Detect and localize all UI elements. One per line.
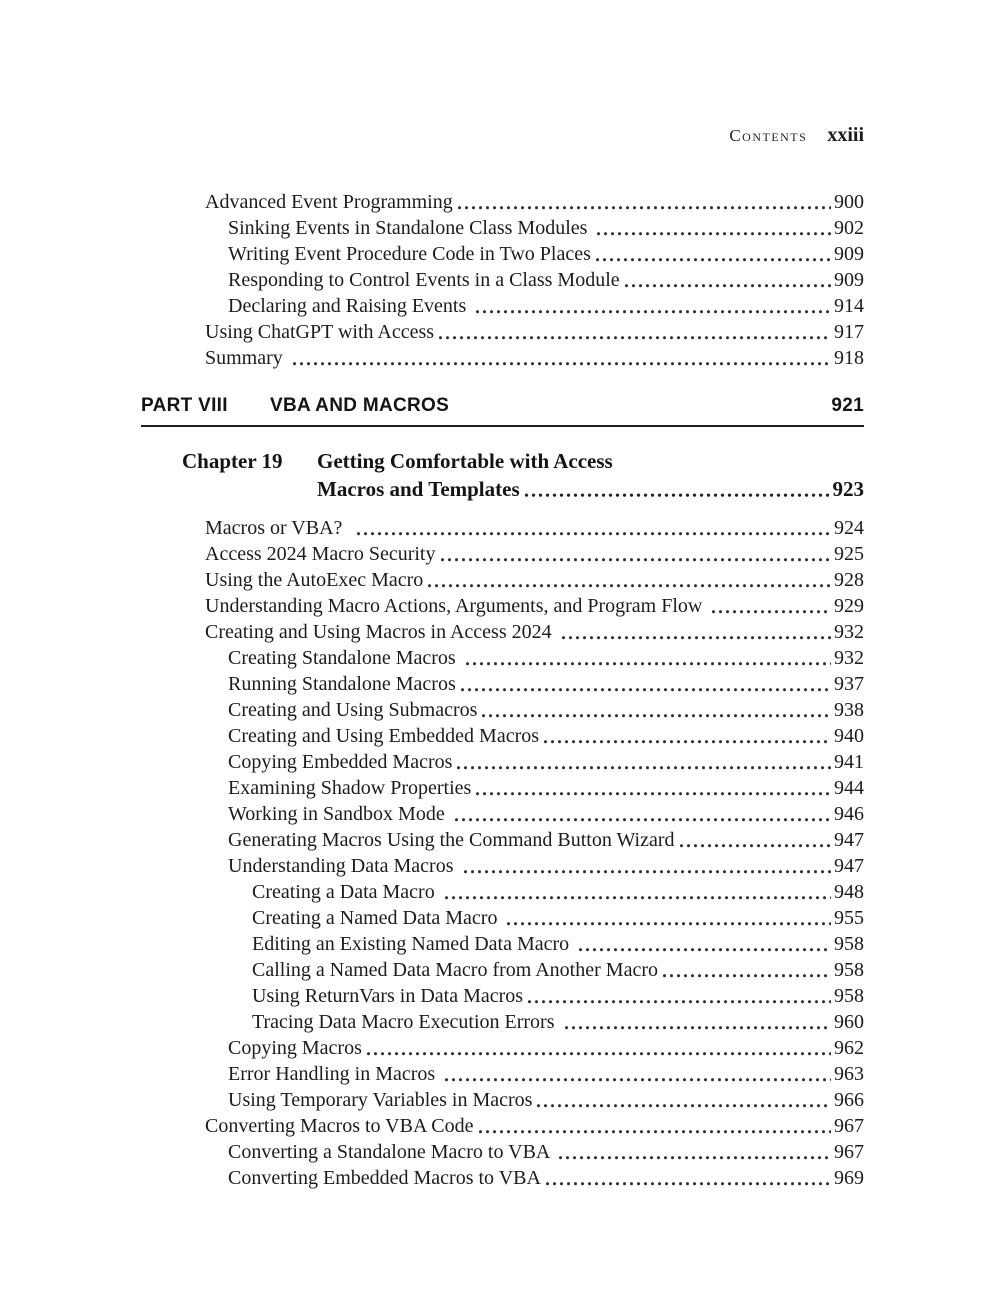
toc-entry (141, 775, 864, 801)
toc-entry-page: 966 (834, 1089, 864, 1111)
toc-entry (141, 1113, 864, 1139)
toc-entry-title: Creating and Using Macros in Access 2024 (205, 621, 557, 643)
dot-leader (544, 1165, 831, 1191)
dot-leader (355, 515, 831, 541)
toc-entry-title: Understanding Data Macros (228, 855, 459, 877)
toc-entry (141, 1139, 864, 1165)
toc-entry-title: Examining Shadow Properties (228, 777, 472, 799)
toc-entry-page: 969 (834, 1167, 864, 1189)
toc-entry-title: Editing an Existing Named Data Macro (252, 933, 575, 955)
part-label: PART VIII (141, 395, 228, 416)
toc-entry-page: 900 (834, 191, 864, 213)
toc-entry-title: Generating Macros Using the Command Button Wizard (228, 829, 675, 851)
chapter-title-block (317, 447, 864, 503)
dot-leader (661, 957, 831, 983)
toc-entry-page: 967 (834, 1141, 864, 1163)
toc-entry-title: Creating and Using Embedded Macros (228, 725, 540, 747)
toc-entry-title: Tracing Data Macro Execution Errors (252, 1011, 560, 1033)
dot-leader (443, 1061, 831, 1087)
toc-entry (141, 853, 864, 879)
dot-leader (563, 1009, 832, 1035)
toc-entry-page: 963 (834, 1063, 864, 1085)
dot-leader (542, 723, 831, 749)
toc-entry-page: 940 (834, 725, 864, 747)
dot-leader (456, 189, 831, 215)
toc-entry-title: Converting a Standalone Macro to VBA (228, 1141, 555, 1163)
toc-entry (141, 983, 864, 1009)
dot-leader (595, 215, 831, 241)
toc-entry-page: 938 (834, 699, 864, 721)
toc-entry (141, 1035, 864, 1061)
toc-entry (141, 593, 864, 619)
toc-entry-title: Creating Standalone Macros (228, 647, 461, 669)
dot-leader (474, 775, 831, 801)
toc-entry (141, 905, 864, 931)
toc-entry (141, 1009, 864, 1035)
toc-entry (141, 215, 864, 241)
toc-entry-page: 941 (834, 751, 864, 773)
dot-leader (426, 567, 831, 593)
toc-entry-title: Using the AutoExec Macro (205, 569, 424, 591)
toc-entry (141, 1087, 864, 1113)
dot-leader (455, 749, 831, 775)
toc-entry-title: Summary (205, 347, 288, 369)
toc-entry (141, 567, 864, 593)
part-heading (141, 392, 864, 427)
toc-entry-title: Creating a Data Macro (252, 881, 440, 903)
toc-entry-page: 967 (834, 1115, 864, 1137)
toc-entry (141, 1061, 864, 1087)
toc-entry-title: Using ChatGPT with Access (205, 321, 435, 343)
toc-entry (141, 697, 864, 723)
toc-entry (141, 619, 864, 645)
toc-entry-page: 958 (834, 985, 864, 1007)
toc-entry (141, 879, 864, 905)
part-title: VBA AND MACROS (270, 395, 450, 416)
dot-leader (477, 1113, 831, 1139)
toc-entry (141, 827, 864, 853)
dot-leader (437, 319, 831, 345)
dot-leader (443, 879, 831, 905)
toc-entry-page: 944 (834, 777, 864, 799)
dot-leader (439, 541, 832, 567)
dot-leader (505, 905, 831, 931)
toc-entry-page: 962 (834, 1037, 864, 1059)
toc-entry-title: Using ReturnVars in Data Macros (252, 985, 524, 1007)
toc-entry (141, 645, 864, 671)
toc-entry-title: Macros or VBA? (205, 517, 353, 539)
toc-entry-title: Using Temporary Variables in Macros (228, 1089, 533, 1111)
toc-entry (141, 671, 864, 697)
dot-leader (560, 619, 831, 645)
dot-leader (291, 345, 831, 371)
running-header-title: Contents (729, 126, 808, 145)
dot-leader (462, 853, 832, 879)
toc-entry (141, 241, 864, 267)
chapter-page-number: 923 (832, 477, 864, 501)
toc-entry (141, 189, 864, 215)
dot-leader (459, 671, 831, 697)
toc-entry-page: 947 (834, 855, 864, 877)
dot-leader (474, 293, 831, 319)
toc-entry (141, 801, 864, 827)
dot-leader (577, 931, 831, 957)
dot-leader (480, 697, 831, 723)
dot-leader (535, 1087, 831, 1113)
toc-entry (141, 931, 864, 957)
toc-entry-title: Declaring and Raising Events (228, 295, 472, 317)
chapter-title-line1: Getting Comfortable with Access (317, 449, 613, 473)
toc-entry-page: 948 (834, 881, 864, 903)
toc-entry-title: Working in Sandbox Mode (228, 803, 450, 825)
toc-entry (141, 345, 864, 371)
running-header (141, 122, 864, 150)
toc-entry-page: 925 (834, 543, 864, 565)
toc-entry-title: Advanced Event Programming (205, 191, 453, 213)
toc-entry-page: 918 (834, 347, 864, 369)
toc-entry-page: 928 (834, 569, 864, 591)
toc-entry (141, 267, 864, 293)
chapter-label: Chapter 19 (182, 449, 283, 473)
dot-leader (594, 241, 831, 267)
toc-entry-page: 955 (834, 907, 864, 929)
toc-entry-page: 946 (834, 803, 864, 825)
toc-entry (141, 319, 864, 345)
toc-entry (141, 957, 864, 983)
toc-entry-page: 914 (834, 295, 864, 317)
dot-leader (523, 475, 830, 503)
dot-leader (453, 801, 831, 827)
toc-entry-title: Copying Embedded Macros (228, 751, 453, 773)
chapter-title-line2-row (317, 475, 864, 503)
toc-entry-title: Understanding Macro Actions, Arguments, and Program Flow (205, 595, 708, 617)
dot-leader (464, 645, 831, 671)
toc-entry-title: Converting Macros to VBA Code (205, 1115, 474, 1137)
toc-entry-title: Running Standalone Macros (228, 673, 456, 695)
toc-entry-title: Calling a Named Data Macro from Another Macro (252, 959, 658, 981)
toc-entry-page: 958 (834, 933, 864, 955)
toc-entry (141, 293, 864, 319)
toc-entry-title: Creating and Using Submacros (228, 699, 478, 721)
toc-entry (141, 515, 864, 541)
dot-leader (557, 1139, 831, 1165)
toc-entry-page: 909 (834, 243, 864, 265)
toc-entry (141, 723, 864, 749)
toc-entry-page: 932 (834, 647, 864, 669)
toc-entry-title: Copying Macros (228, 1037, 362, 1059)
toc-entry-page: 960 (834, 1011, 864, 1033)
toc-entry-page: 937 (834, 673, 864, 695)
toc-entry (141, 541, 864, 567)
toc-entry-title: Error Handling in Macros (228, 1063, 441, 1085)
toc-list-before-part (141, 189, 864, 371)
dot-leader (710, 593, 831, 619)
folio-page-number: xxiii (827, 124, 864, 146)
toc-entry (141, 1165, 864, 1191)
chapter-title-line2: Macros and Templates (317, 477, 520, 501)
toc-entry-page: 958 (834, 959, 864, 981)
dot-leader (678, 827, 831, 853)
toc-entry-page: 917 (834, 321, 864, 343)
toc-list-chapter-entries (141, 515, 864, 1191)
toc-entry-page: 947 (834, 829, 864, 851)
part-page-number: 921 (831, 395, 864, 416)
toc-entry-page: 924 (834, 517, 864, 539)
toc-entry-page: 932 (834, 621, 864, 643)
dot-leader (526, 983, 831, 1009)
toc-entry-page: 909 (834, 269, 864, 291)
chapter-heading (141, 447, 864, 503)
toc-entry-title: Responding to Control Events in a Class Module (228, 269, 620, 291)
toc-entry-title: Writing Event Procedure Code in Two Places (228, 243, 591, 265)
toc-entry-page: 902 (834, 217, 864, 239)
toc-entry-page: 929 (834, 595, 864, 617)
dot-leader (365, 1035, 831, 1061)
toc-entry (141, 749, 864, 775)
toc-entry-title: Sinking Events in Standalone Class Modules (228, 217, 593, 239)
dot-leader (623, 267, 831, 293)
toc-entry-title: Converting Embedded Macros to VBA (228, 1167, 541, 1189)
toc-entry-title: Access 2024 Macro Security (205, 543, 436, 565)
toc-entry-title: Creating a Named Data Macro (252, 907, 503, 929)
